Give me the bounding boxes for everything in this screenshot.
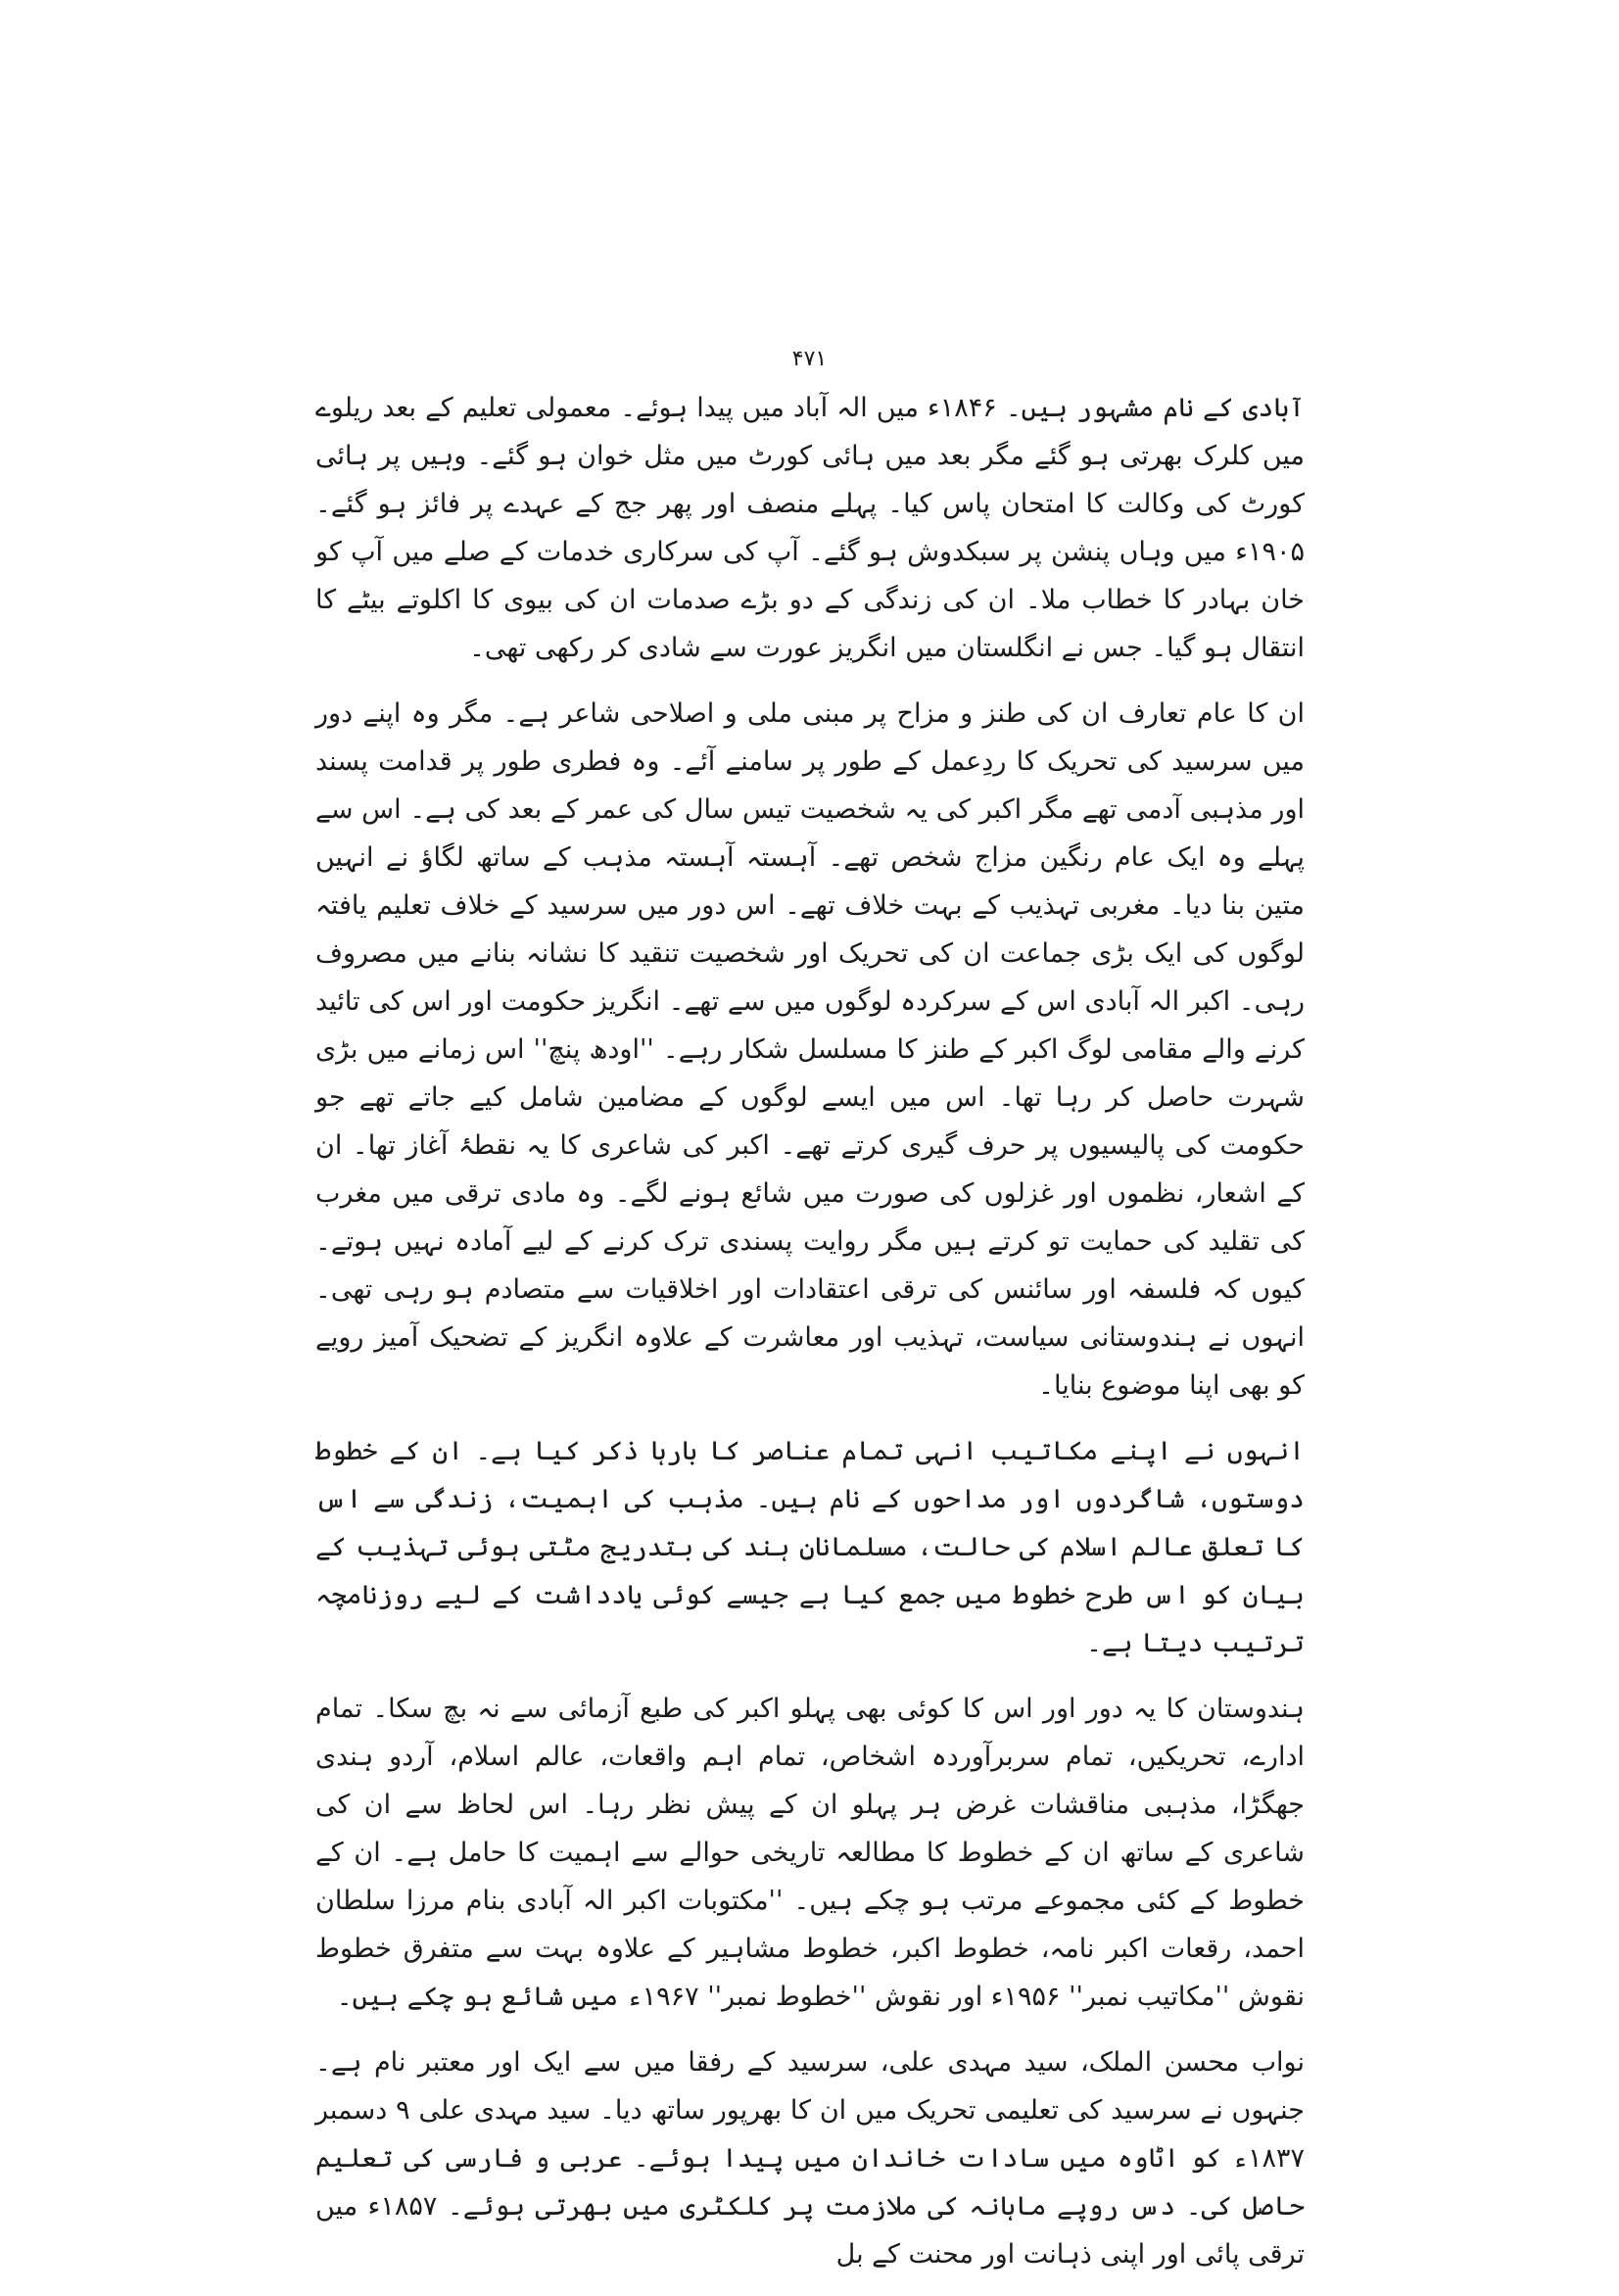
paragraph-1: آبادی کے نام مشہور ہیں۔ ۱۸۴۶ء میں الہ آباد میں پیدا ہوئے۔ معمولی تعلیم کے بعد ریلوے میں کلرک بھرتی ہو گئے مگر بعد میں ہائی کورٹ میں مثل خوان ہو گئے۔ وہیں پر ہائی کورٹ کی وکالت کا امتحان پاس کیا۔ پہلے منصف اور پھر جج کے عہدے پر فائز ہو گئے۔ ۱۹۰۵ء میں وہاں پنشن پر سبکدوش ہو گئے۔ آپ کی سرکاری خدمات کے صلے میں آپ کو خان بہادر کا خطاب ملا۔ ان کی زندگی کے دو بڑے صدمات ان کی بیوی کا اکلوتے بیٹے کا انتقال ہو گیا۔ جس نے انگلستان میں انگریز عورت سے شادی کر رکھی تھی۔ xyxy=(315,393,1305,663)
body-text xyxy=(315,384,1305,2296)
paragraph-4: ہندوستان کا یہ دور اور اس کا کوئی بھی پہلو اکبر کی طبع آزمائی سے نہ بچ سکا۔ تمام ادارے، تحریکیں، تمام سربرآوردہ اشخاص، تمام اہم واقعات، عالم اسلام، آردو ہندی جھگڑا، مذہبی مناقشات غرض ہر پہلو ان کے پیش نظر رہا۔ اس لحاظ سے ان کی شاعری کے ساتھ ان کے خطوط کا مطالعہ تاریخی حوالے سے اہمیت کا حامل ہے۔ ان کے خطوط کے کئی مجموعے مرتب ہو چکے ہیں۔ ''مکتوبات اکبر الہ آبادی بنام مرزا سلطان احمد، رقعات اکبر نامہ، خطوط اکبر، خطوط مشاہیر کے علاوہ بہت سے متفرق خطوط نقوش ''مکاتیب نمبر'' ۱۹۵۶ء اور نقوش ''خطوط نمبر'' ۱۹۶۷ء میں شائع ہو چکے ہیں۔ xyxy=(315,1694,1305,2012)
paragraph-2: ان کا عام تعارف ان کی طنز و مزاح پر مبنی ملی و اصلاحی شاعر ہے۔ مگر وہ اپنے دور میں سرسید کی تحریک کا ردِعمل کے طور پر سامنے آئے۔ وہ فطری طور پر قدامت پسند اور مذہبی آدمی تھے مگر اکبر کی یہ شخصیت تیس سال کی عمر کے بعد کی ہے۔ اس سے پہلے وہ ایک عام رنگین مزاج شخص تھے۔ آہستہ آہستہ مذہب کے ساتھ لگاؤ نے انہیں متین بنا دیا۔ مغربی تہذیب کے بہت خلاف تھے۔ اس دور میں سرسید کے خلاف تعلیم یافتہ لوگوں کی ایک بڑی جماعت ان کی تحریک اور شخصیت تنقید کا نشانہ بنانے میں مصروف رہی۔ اکبر الہ آبادی اس کے سرکردہ لوگوں میں سے تھے۔ انگریز حکومت اور اس کی تائید کرنے والے مقامی لوگ اکبر کے طنز کا مسلسل شکار رہے۔ ''اودھ پنچ'' اس زمانے میں بڑی شہرت حاصل کر رہا تھا۔ اس میں ایسے لوگوں کے مضامین شامل کیے جاتے تھے جو حکومت کی پالیسیوں پر حرف گیری کرتے تھے۔ اکبر کی شاعری کا یہ نقطۂ آغاز تھا۔ ان کے اشعار، نظموں اور غزلوں کی صورت میں شائع ہونے لگے۔ وہ مادی ترقی میں مغرب کی تقلید کی حمایت تو کرتے ہیں مگر روایت پسندی ترک کرنے کے لیے آمادہ نہیں ہوتے۔ کیوں کہ فلسفہ اور سائنس کی ترقی اعتقادات اور اخلاقیات سے متصادم ہو رہی تھی۔ انہوں نے ہندوستانی سیاست، تہذیب اور معاشرت کے علاوہ انگریز کے تضحیک آمیز رویے کو بھی اپنا موضوع بنایا۔ xyxy=(315,698,1305,1401)
page-number: ۴۷۱ xyxy=(791,347,828,371)
paragraph-3: انہوں نے اپنے مکاتیب انہی تمام عناصر کا بارہا ذکر کیا ہے۔ ان کے خطوط دوستوں، شاگردوں اور مداحوں کے نام ہیں۔ مذہب کی اہمیت، زندگی سے اس کا تعلق عالم اسلام کی حالت، مسلمانانِ ہند کی بتدریج مٹتی ہوئی تہذیب کے بیان کو اس طرح خطوط میں جمع کیا ہے جیسے کوئی یادداشت کے لیے روزنامچہ ترتیب دیتا ہے۔ xyxy=(315,1436,1305,1658)
paragraph-5: نواب محسن الملک، سید مہدی علی، سرسید کے رفقا میں سے ایک اور معتبر نام ہے۔ جنہوں نے سرسید کی تعلیمی تحریک میں ان کا بھرپور ساتھ دیا۔ سید مہدی علی ۹ دسمبر ۱۸۳۷ء کو اٹاوہ میں سادات خاندان میں پیدا ہوئے۔ عربی و فارسی کی تعلیم حاصل کی۔ دس روپے ماہانہ کی ملازمت پر کلکٹری میں بھرتی ہوئے۔ ۱۸۵۷ء میں ترقی پائی اور اپنی ذہانت اور محنت کے بل xyxy=(315,2047,1305,2270)
